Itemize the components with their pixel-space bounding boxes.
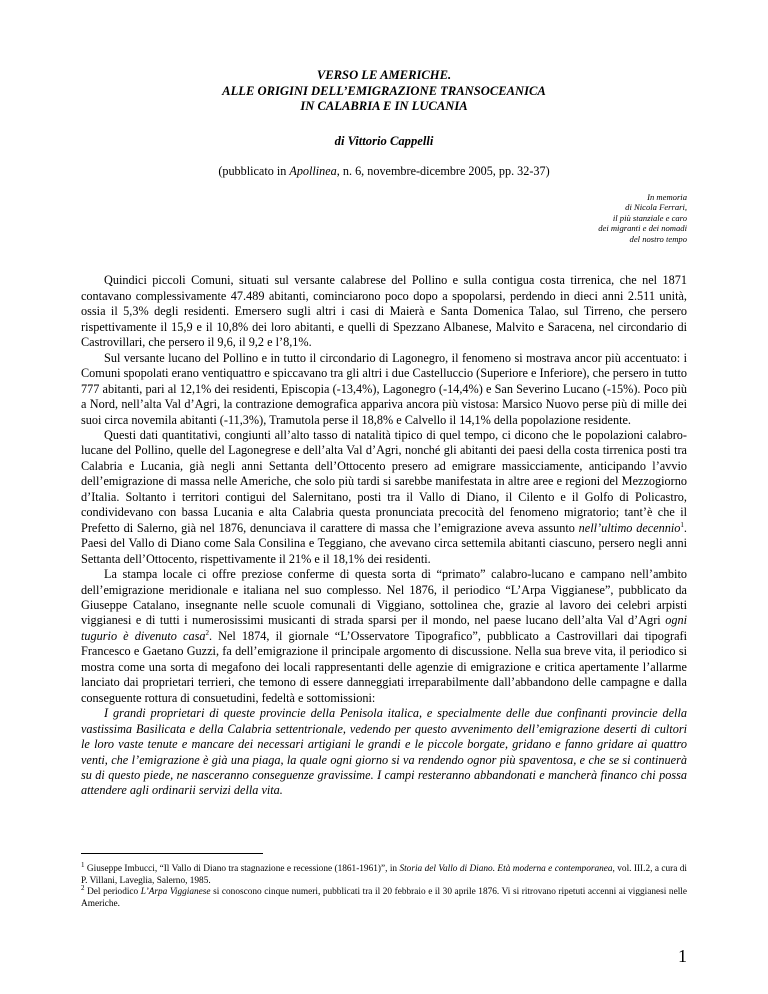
footnotes [81, 853, 687, 910]
title-line-2: ALLE ORIGINI DELL’EMIGRAZIONE TRANSOCEANICA [222, 83, 546, 98]
journal-name: Apollinea [289, 163, 337, 178]
emphasis-text: ogni tugurio è divenuto casa [81, 613, 687, 643]
block-quote: I grandi proprietari di queste provincie della Penisola italica, e specialmente delle due confinanti provincie della vastissima Basilicata e della Calabria settentrionale, vedendo per questo avvenimento dell’emigrazione deserti di cultori le loro vaste tenute e mancare dei necessari artigiani le grandi e le piccole borgate, gridano e fanno gridare ai quattro venti, che l’emigrazione è già una piaga, la quale ogni giorno si va rendendo ognor più spaventosa, e che se si continuerà su di questo piede, ne nasceranno conseguenze gravissime. I campi resteranno abbandonati e mancherà financo chi possa attendere agli ordinarii servizi della vita. [81, 706, 687, 798]
paragraph-text: Questi dati quantitativi, congiunti all’alto tasso di natalità tipico di quel tempo, ci dicono che le popolazioni calabro-lucane del Pollino, quelle del Lagonegrese e dell’alta Val d’Agri, nonché gli abitanti dei paesi della costa tirrenica posti tra Calabria e Lucania, già negli anni Settanta dell’Ottocento presero ad emigrare massicciamente, anticipando l’avvio dell’emigrazione di massa nelle Americhe, che solo più tardi si sarebbe manifestata in altre aree e regioni del Mezzogiorno d’Italia. Soltanto i territori contigui del Salernitano, posti tra il Vallo di Diano, il Cilento e il Golfo di Policastro, condividevano con bassa Lucania e alta Calabria questa pronunciata precocità del fenomeno migratorio; tant’è che il Prefetto di Salerno, già nel 1876, denunciava il carattere di massa che l’emigrazione aveva assunto [81, 428, 687, 535]
footnote-1 [81, 860, 687, 887]
paragraph: Quindici piccoli Comuni, situati sul versante calabrese del Pollino e sulla contigua costa tirrenica, che nel 1871 contavano complessivamente 47.489 abitanti, cominciarono poco dopo a spopolarsi, perdendo in dieci anni 2.511 unità, ossia il 5,3% degli residenti. Emersero sugli altri i casi di Maierà e Santa Domenica Talao, sul Tirreno, che persero rispettivamente il 15,9 e il 10,8% dei loro abitanti, e quelli di Spezzano Albanese, Malvito e Saracena, nel circondario di Castrovillari, che persero il 9,6, il 9,2 e l’8,1%. [81, 273, 687, 350]
dedication-line: il più stanziale e caro [612, 212, 687, 223]
article-title [81, 68, 687, 115]
paragraph-text: La stampa locale ci offre preziose conferme di questa sorta di “primato” calabro-lucano e campano nell’ambito dell’emigrazione meridionale e italiana nel suo complesso. Nel 1876, il periodico “L’Arpa Viggianese”, pubblicato da Giuseppe Catalano, insegnante nelle scuole comunali di Viggiano, sottolinea che, grazie al lavoro dei celebri arpisti viggianesi e di tutti i numerosissimi musicanti di strada sparsi per il mondo, nel paese lucano dell’alta Val d’Agri [81, 567, 687, 628]
footnote-text: Del periodico [84, 887, 141, 898]
footnote-text: , vol. III.2, a cura di P. Villani, Laveglia, Salerno, 1985. [81, 864, 687, 886]
author-byline: di Vittorio Cappelli [334, 133, 434, 148]
footnote-title: Storia del Vallo di Diano. Età moderna e contemporanea [399, 864, 613, 874]
dedication [81, 192, 687, 245]
paragraph-text: . Paesi del Vallo di Diano come Sala Consilina e Teggiano, che avevano circa settemila abitanti ciascuno, persero negli anni Settanta dell’Ottocento, rispettivamente il 21% e il 18,1% dei residenti. [81, 520, 687, 566]
page-number: 1 [678, 946, 687, 966]
dedication-line: dei migranti e dei nomadi [598, 223, 687, 234]
article [81, 60, 687, 799]
publication-prefix: (pubblicato in [218, 163, 290, 178]
footnote-ref-1[interactable]: 1 [680, 520, 684, 529]
footnote-ref-2[interactable]: 2 [205, 628, 209, 637]
publication-info [81, 164, 687, 179]
paragraph [81, 428, 687, 567]
paragraph-text: . Nel 1874, il giornale “L’Osservatore Tipografico”, pubblicato a Castrovillari dai tipografi Francesco e Gaetano Guzzi, fa dell’emigrazione il principale argomento di discussione. Nella sua breve vita, il periodico si mostra come una sorta di megafono dei locali rappresentanti delle agenzie di emigrazione e critica apertamente l’allarme lanciato dai proprietari terrieri, che temono di essere danneggiati irreparabilmente dall’abbandono delle campagne e dalla conseguente rottura di consuetudini, fedeltà e sottomissioni: [81, 628, 687, 705]
title-line-1: VERSO LE AMERICHE. [316, 68, 452, 82]
emphasis-text: nell’ultimo decennio [578, 520, 681, 535]
footnote-title: L’Arpa Viggianese [140, 887, 211, 898]
dedication-line: In memoria [647, 191, 687, 202]
paragraph [81, 567, 687, 706]
footnote-number: 2 [81, 884, 85, 893]
footnote-2 [81, 884, 687, 910]
dedication-line: del nostro tempo [629, 233, 687, 244]
footnote-text: si conoscono cinque numeri, pubblicati tra il 20 febbraio e il 30 aprile 1876. Vi si ritrovano ripetuti accenni ai viggianesi nelle Americhe. [81, 887, 687, 909]
dedication-line: di Nicola Ferrari, [625, 202, 687, 213]
footnote-text: Giuseppe Imbucci, “Il Vallo di Diano tra stagnazione e recessione (1861-1961)”, in [84, 864, 400, 874]
publication-suffix: , n. 6, novembre-dicembre 2005, pp. 32-37) [336, 163, 550, 178]
paragraph: Sul versante lucano del Pollino e in tutto il circondario di Lagonegro, il fenomeno si mostrava ancor più accentuato: i Comuni spopolati erano ventiquattro e spiccavano tra gli altri i due Castelluccio (Superiore e Inferiore), che persero in tutto 777 abitanti, pari al 12,1% dei residenti, Episcopia (-13,4%), Lagonegro (-14,4%) e San Severino Lucano (-15%). Poco più a Nord, nell’alta Val d’Agri, la contrazione demografica appariva ancora più vistosa: Marsico Nuovo perse più di mille dei suoi circa novemila abitanti (-11,3%), Tramutola perse il 18,8% e Calvello il 14,1% della popolazione residente. [81, 350, 687, 427]
article-body [81, 273, 687, 798]
title-line-3: IN CALABRIA E IN LUCANIA [300, 99, 468, 113]
footnote-divider [81, 853, 263, 854]
footnote-number: 1 [81, 860, 85, 869]
